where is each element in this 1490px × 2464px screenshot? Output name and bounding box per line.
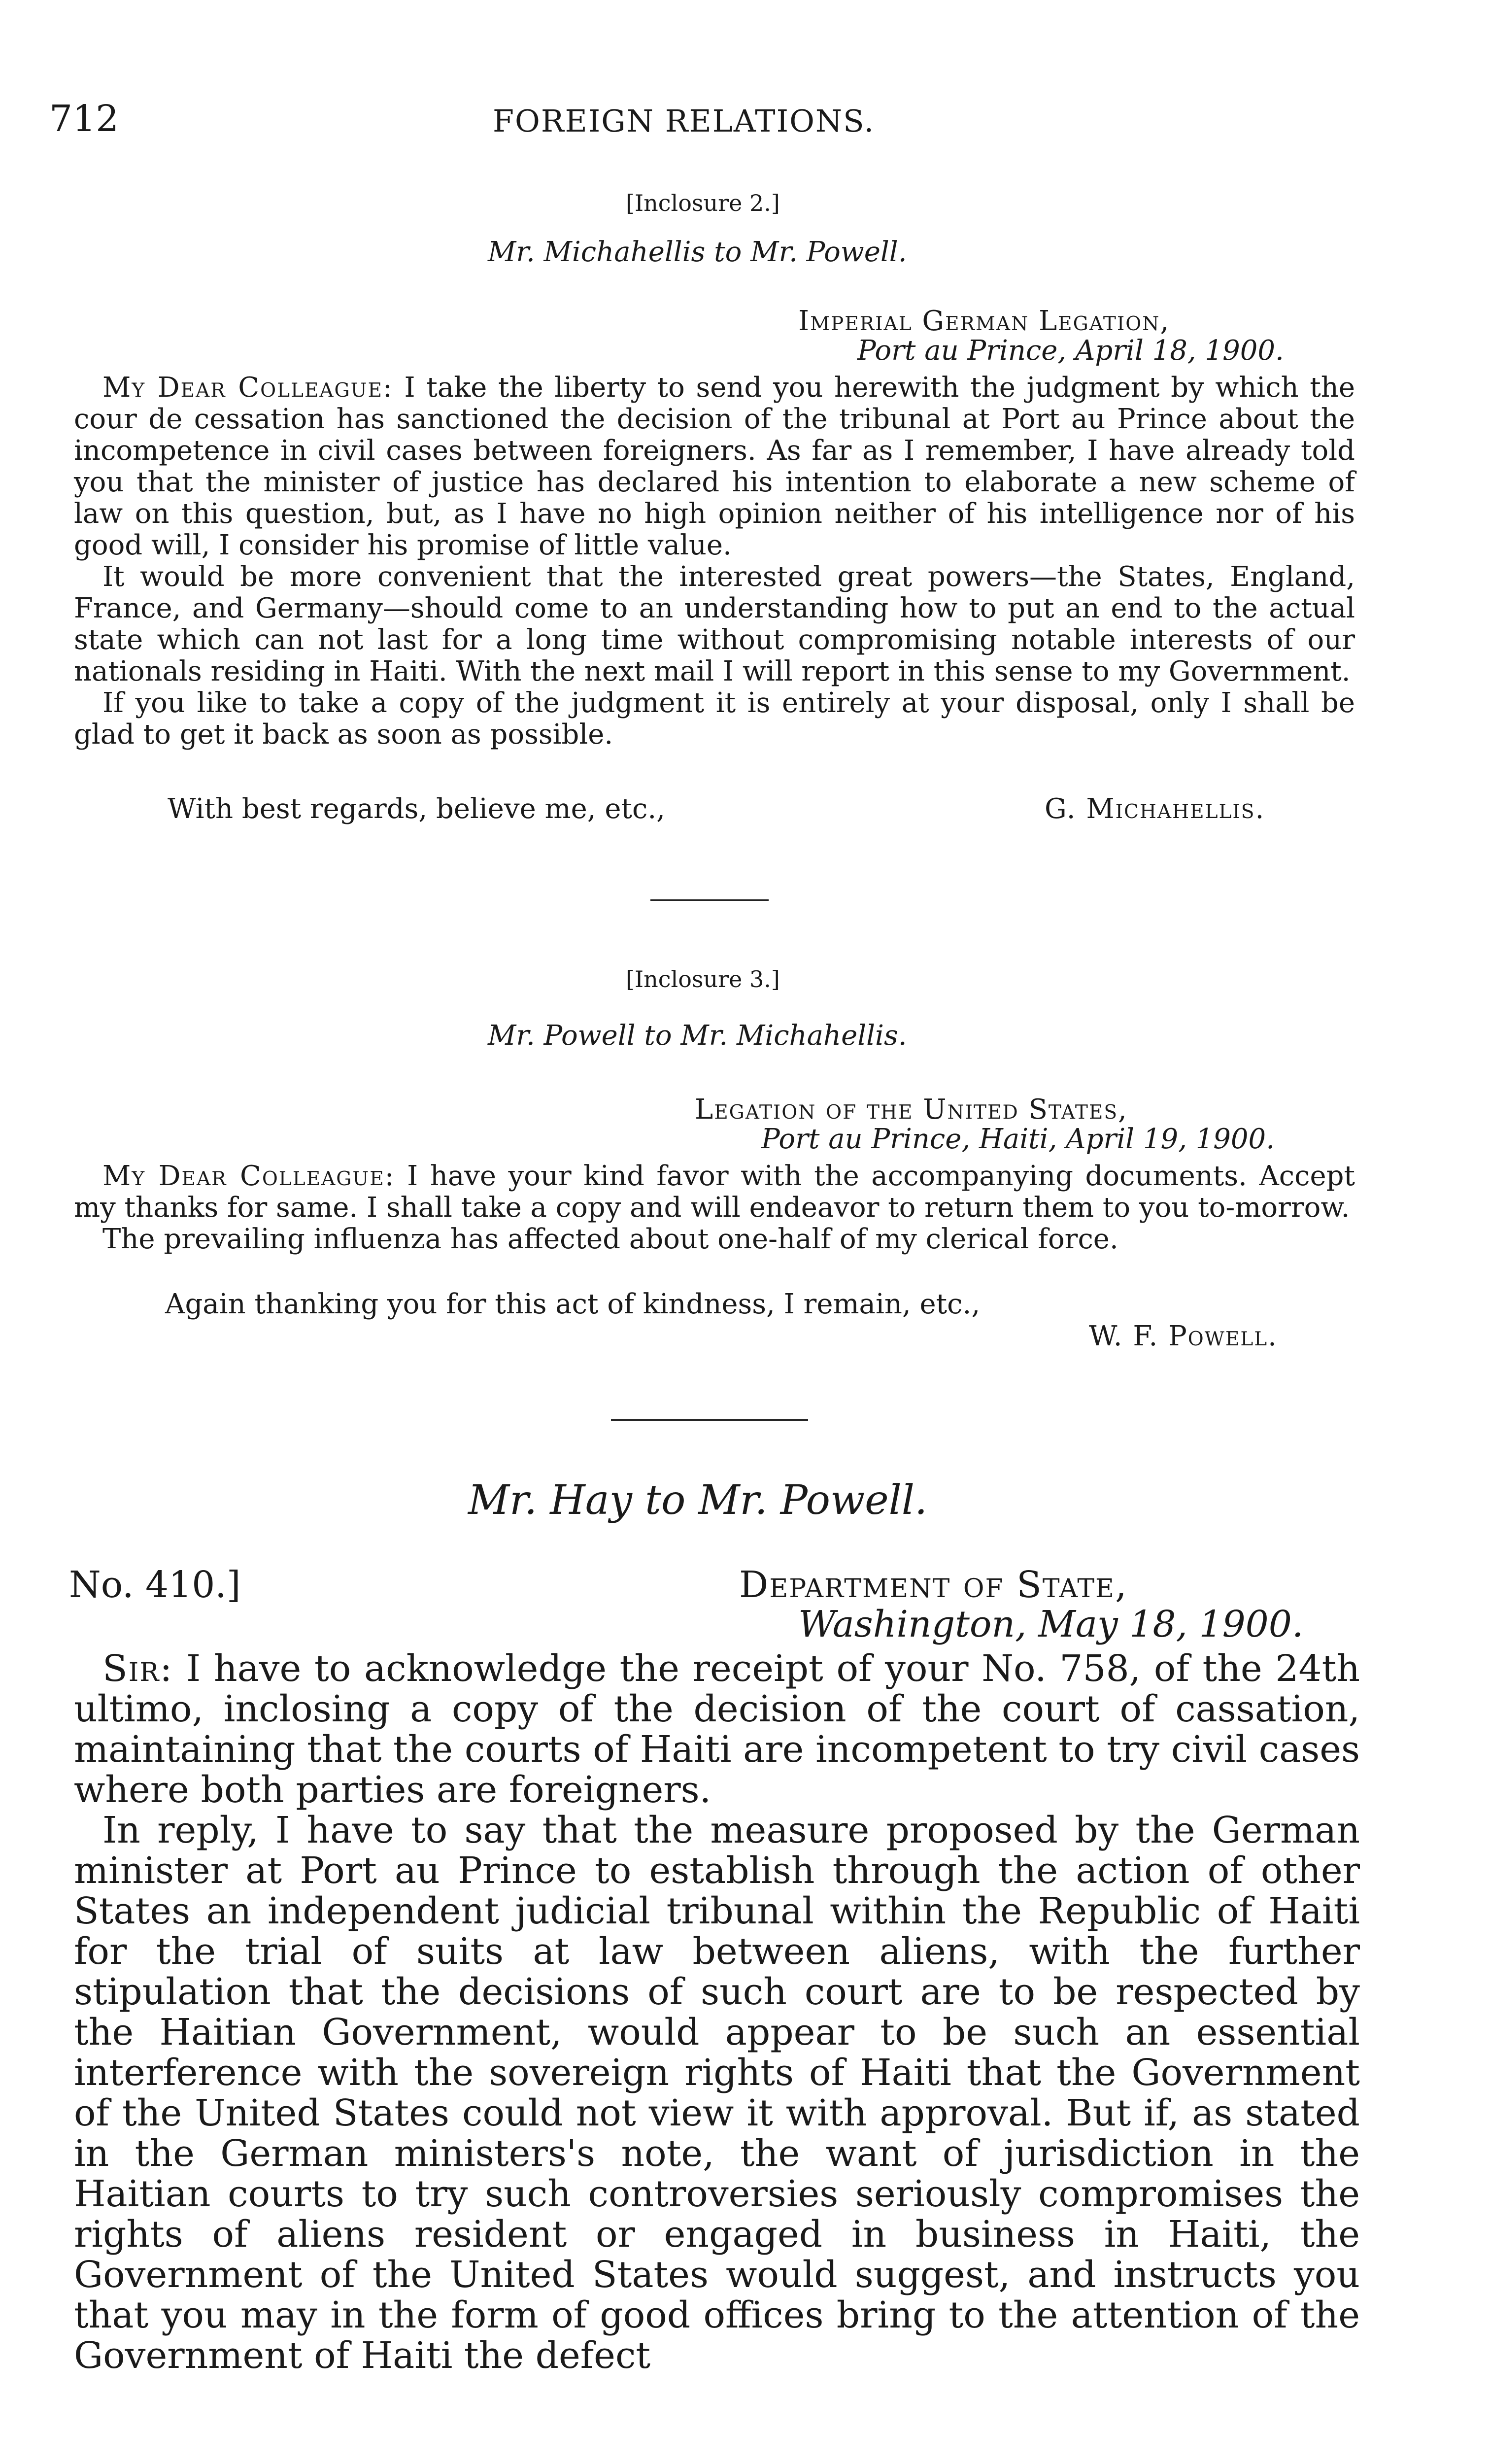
inclosure-3-place-date: Port au Prince, Haiti, April 19, 1900. (761, 1123, 1275, 1155)
page-number: 712 (49, 98, 119, 140)
inclosure-2-body (74, 372, 1355, 751)
letter-number: No. 410.] (69, 1564, 241, 1606)
inclosure-3-body (74, 1161, 1355, 1255)
section-divider (611, 1419, 808, 1421)
inclosure-2-paragraph-3: If you like to take a copy of the judgment it is entirely at your disposal, only I shall be glad to get it back as soon as possible. (74, 687, 1355, 751)
letter-place-date: Washington, May 18, 1900. (798, 1603, 1304, 1645)
letter-paragraph-2: In reply, I have to say that the measure proposed by the German minister at Port au Prince to establish through the action of other States an independent judicial tribunal within the Republic of Haiti for the trial of suits at law between aliens, with the further stipulation that the decisions of such court are to be respected by the Haitian Government, would appear to be such an essential interference with the sovereign rights of Haiti that the Government of the United States could not view it with approval. But if, as stated in the German ministers's note, the want of jurisdiction in the Haitian courts to try such controversies seriously compromises the rights of aliens resident or engaged in business in Haiti, the Government of the United States would suggest, and instructs you that you may in the form of good offices bring to the attention of the Government of Haiti the defect (74, 1809, 1360, 2377)
running-title: FOREIGN RELATIONS. (493, 103, 875, 139)
letter-body (74, 1648, 1360, 2376)
inclosure-2-title: Mr. Michahellis to Mr. Powell. (488, 236, 907, 268)
inclosure-2-sender: Imperial German Legation, (798, 305, 1170, 337)
inclosure-2-signature: G. Michahellis. (1045, 793, 1265, 825)
inclosure-2-closing: With best regards, believe me, etc., (168, 793, 665, 825)
inclosure-2-paragraph-2: It would be more convenient that the interested great powers—the States, England, France, and Germany—should come to an understanding how to put an end to the actual state which can not last for a long time without compromising notable interests of our nationals residing in Haiti. With the next mail I will report in this sense to my Government. (74, 561, 1355, 687)
inclosure-2-place-date: Port au Prince, April 18, 1900. (857, 335, 1284, 367)
inclosure-3-closing: Again thanking you for this act of kindness, I remain, etc., (165, 1288, 981, 1320)
section-divider (650, 899, 769, 901)
inclosure-3-paragraph-1: My Dear Colleague: I have your kind favor with the accompanying documents. Accept my thanks for same. I shall take a copy and will endeavor to return them to you to-morrow. (74, 1160, 1355, 1224)
letter-title: Mr. Hay to Mr. Powell. (468, 1477, 928, 1524)
inclosure-3-salutation: My Dear Colleague: (102, 1160, 395, 1192)
inclosure-2-salutation: My Dear Colleague: (102, 372, 393, 404)
inclosure-2-label: [Inclosure 2.] (626, 190, 780, 216)
inclosure-3-paragraph-2: The prevailing influenza has affected about one-half of my clerical force. (102, 1223, 1118, 1255)
letter-sender: Department of State, (739, 1564, 1128, 1606)
inclosure-3-signature: W. F. Powell. (1089, 1320, 1278, 1352)
letter-paragraph-1: Sir: I have to acknowledge the receipt of your No. 758, of the 24th ultimo, inclosing a copy of the decision of the court of cassation, maintaining that the courts of Haiti are incompetent to try civil cases where both parties are foreigners. (74, 1647, 1360, 1811)
inclosure-3-sender: Legation of the United States, (695, 1094, 1128, 1126)
inclosure-3-label: [Inclosure 3.] (626, 966, 780, 992)
letter-salutation: Sir: (102, 1647, 173, 1690)
inclosure-2-paragraph-1: My Dear Colleague: I take the liberty to send you herewith the judgment by which the cour de cessation has sanctioned the decision of the tribunal at Port au Prince about the incompetence in civil cases between foreigners. As far as I remember, I have already told you that the minister of justice has declared his intention to elaborate a new scheme of law on this question, but, as I have no high opinion neither of his intelligence nor of his good will, I consider his promise of little value. (74, 372, 1355, 561)
inclosure-3-title: Mr. Powell to Mr. Michahellis. (488, 1020, 907, 1052)
